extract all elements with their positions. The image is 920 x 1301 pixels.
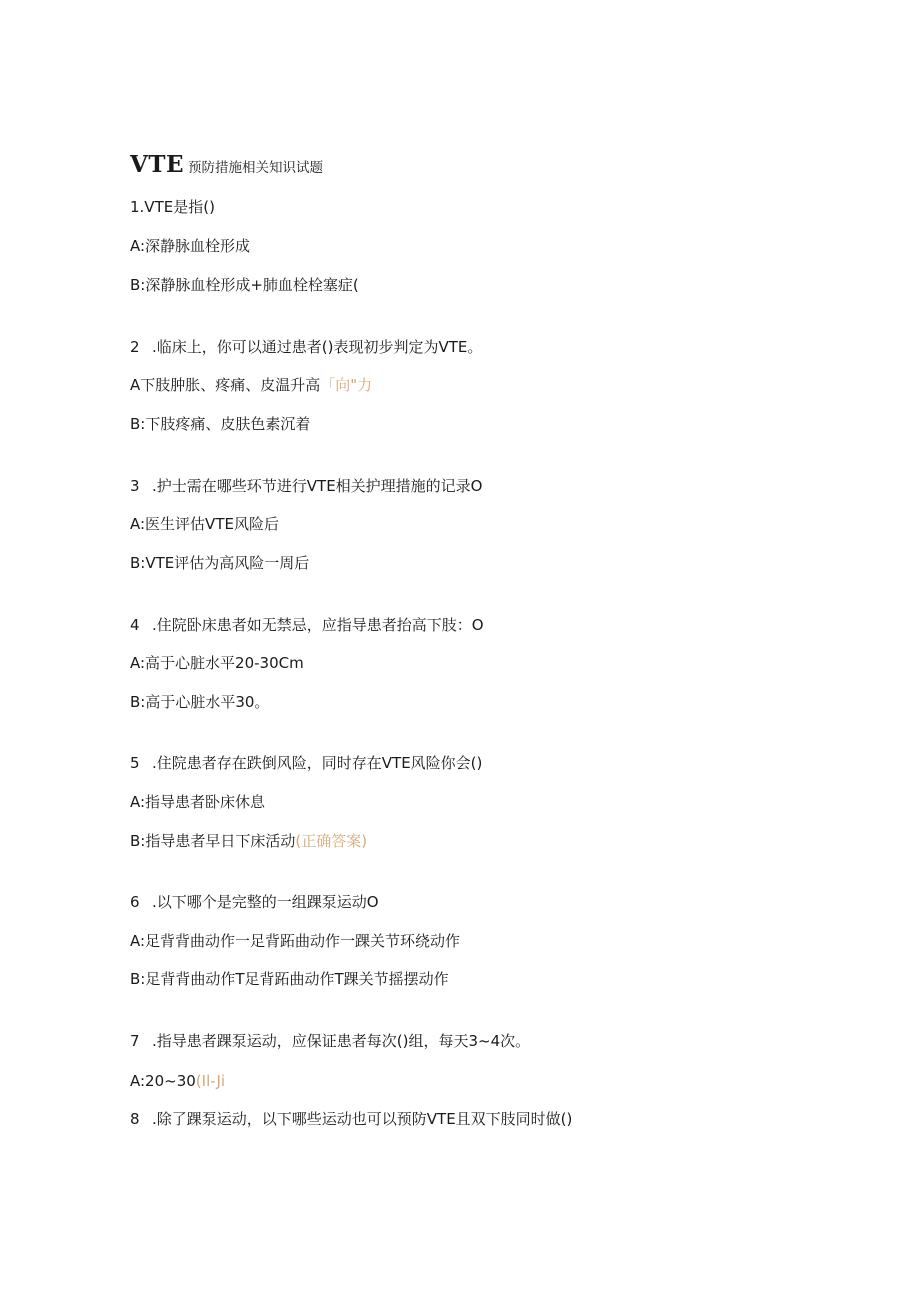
question-2-number: 2 (130, 338, 140, 356)
question-8-text: .除了踝泵运动，以下哪些运动也可以预防VTE且双下肢同时做() (152, 1110, 573, 1128)
question-3-number: 3 (130, 477, 140, 495)
question-7-option-a (130, 1070, 225, 1092)
question-4-option-a: A:高于心脏水平20-30Cm (130, 654, 304, 672)
page-title (130, 150, 323, 183)
question-7-text: .指导患者踝泵运动，应保证患者每次()组，每天3~4次。 (152, 1032, 531, 1050)
question-5-text: .住院患者存在跌倒风险，同时存在VTE风险你会() (152, 754, 483, 772)
question-7 (130, 1030, 530, 1052)
question-2-option-a-annotation: 「向"力 (320, 376, 373, 394)
question-4-option-b: B:高于心脏水平30。 (130, 693, 270, 711)
question-7-option-a-text: A:20~30 (130, 1072, 196, 1090)
question-6-number: 6 (130, 893, 140, 911)
question-1: 1.VTE是指() (130, 198, 215, 216)
question-4-number: 4 (130, 616, 140, 634)
question-2-text: .临床上，你可以通过患者()表现初步判定为VTE。 (152, 338, 483, 356)
question-7-option-a-annotation: (Il-Ji (195, 1072, 226, 1090)
question-2-option-a (130, 374, 372, 396)
question-6 (130, 891, 379, 913)
question-3-option-b: B:VTE评估为高风险一周后 (130, 554, 310, 572)
question-2-option-b: B:下肢疼痛、皮肤色素沉着 (130, 415, 311, 433)
title-main: VTE (130, 151, 184, 178)
question-1-option-a: A:深静脉血栓形成 (130, 237, 251, 255)
question-5-option-b (130, 830, 367, 852)
question-2-option-a-text: A下肢肿胀、疼痛、皮温升高 (130, 376, 321, 394)
question-8 (130, 1108, 572, 1130)
question-2 (130, 336, 482, 358)
question-3-text: .护士需在哪些环节进行VTE相关护理措施的记录O (152, 477, 483, 495)
question-5-option-b-annotation: (正确答案) (295, 832, 368, 850)
question-4 (130, 614, 484, 636)
question-6-option-a: A:足背背曲动作一足背跖曲动作一踝关节环绕动作 (130, 932, 461, 950)
question-8-number: 8 (130, 1110, 140, 1128)
question-7-number: 7 (130, 1032, 140, 1050)
question-5-option-a: A:指导患者卧床休息 (130, 793, 266, 811)
question-5 (130, 752, 482, 774)
question-5-option-b-text: B:指导患者早日下床活动 (130, 832, 296, 850)
question-5-number: 5 (130, 754, 140, 772)
title-sub: 预防措施相关知识试题 (188, 160, 323, 176)
question-1-option-b: B:深静脉血栓形成+肺血栓栓塞症( (130, 276, 359, 294)
question-6-option-b: B:足背背曲动作T足背跖曲动作T踝关节摇摆动作 (130, 970, 449, 988)
question-6-text: .以下哪个是完整的一组踝泵运动O (152, 893, 379, 911)
question-4-text: .住院卧床患者如无禁忌，应指导患者抬高下肢：O (152, 616, 484, 634)
question-3-option-a: A:医生评估VTE风险后 (130, 515, 279, 533)
question-3 (130, 475, 482, 497)
